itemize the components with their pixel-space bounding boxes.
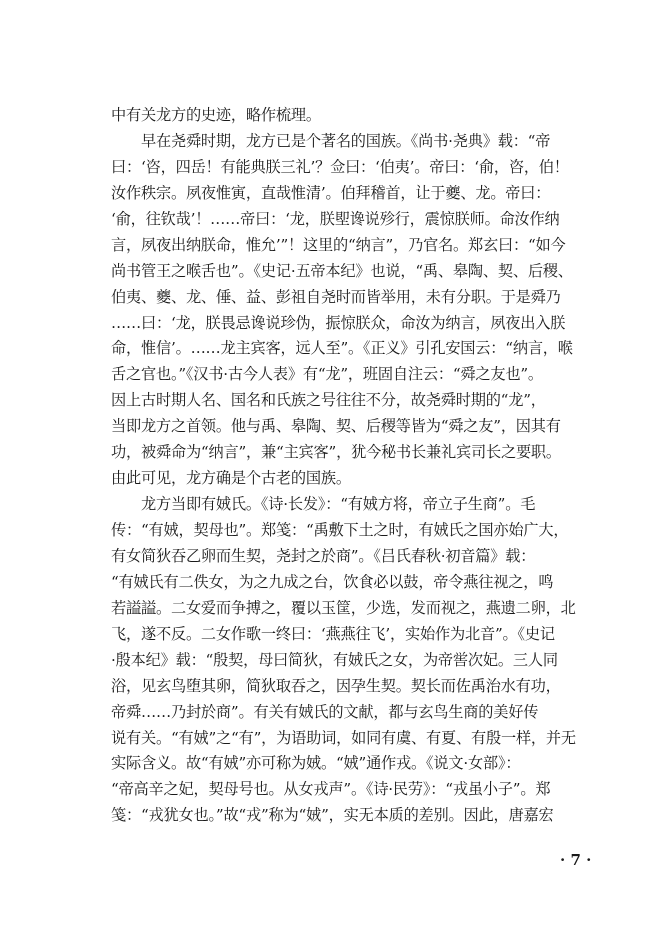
text-line-15: 由此可见，龙方确是个古老的国族。 xyxy=(111,469,351,488)
text-line-4: 汝作秩宗。夙夜惟寅，直哉惟清’。伯拜稽首，让于夔、龙。帝曰： xyxy=(111,183,551,202)
text-line-18: 有女简狄吞乙卵而生契，尧封之於商”。《吕氏春秋·初音篇》载： xyxy=(111,546,536,565)
text-line-3: 曰：‘咨，四岳！有能典朕三礼’？佥曰：‘伯夷’。帝曰：‘俞，咨，伯！ xyxy=(111,157,569,176)
text-line-21: 飞，遂不反。二女作歌一终曰：‘燕燕往飞’，实始作为北音”。《史记 xyxy=(111,624,555,643)
text-line-11: 舌之官也。”《汉书·古今人表》有“龙”，班固自注云：“舜之友也”。 xyxy=(111,365,543,384)
text-line-28: 笺：“戎犹女也。”故“戎”称为“娀”，实无本质的差别。因此，唐嘉宏 xyxy=(111,806,554,825)
text-line-22: ·殷本纪》载：“殷契，母曰简狄，有娀氏之女，为帝喾次妃。三人同 xyxy=(111,650,558,669)
text-line-19: “有娀氏有二佚女，为之九成之台，饮食必以鼓，帝令燕往视之，鸣 xyxy=(111,572,554,591)
text-line-6: 言，夙夜出纳朕命，惟允’”！这里的“纳言”，乃官名。郑玄曰：“如今 xyxy=(111,235,566,254)
body-text xyxy=(111,103,601,829)
text-line-23: 浴，见玄鸟堕其卵，简狄取吞之，因孕生契。契长而佐禹治水有功， xyxy=(111,676,561,695)
text-line-20: 若謚謚。二女爱而争搏之，覆以玉筐，少选，发而视之，燕遗二卵，北 xyxy=(111,598,576,617)
text-line-27: “帝高辛之妃，契母号也。从女戎声”。《诗·民劳》：“戎虽小子”。郑 xyxy=(111,780,551,799)
text-line-2: 早在尧舜时期，龙方已是个著名的国族。《尚书·尧典》载：“帝 xyxy=(111,131,551,150)
text-line-16: 龙方当即有娀氏。《诗·长发》：“有娀方将，帝立子生商”。毛 xyxy=(111,495,536,514)
text-line-5: ‘俞，往钦哉’！……帝曰：‘龙，朕堲谗说殄行，震惊朕师。命汝作纳 xyxy=(111,209,560,228)
text-line-8: 伯夷、夔、龙、倕、益、彭祖自尧时而皆举用，未有分职。于是舜乃 xyxy=(111,287,561,306)
text-line-12: 因上古时期人名、国名和氏族之号往往不分，故尧舜时期的“龙”， xyxy=(111,391,546,410)
text-line-7: 尚书管王之喉舌也”。《史记·五帝本纪》也说，“禹、皋陶、契、后稷、 xyxy=(111,261,573,280)
text-line-25: 说有关。“有娀”之“有”，为语助词，如同有虞、有夏、有殷一样，并无 xyxy=(111,728,576,747)
text-line-14: 功，被舜命为“纳言”，兼“主宾客”，犹今秘书长兼礼宾司长之要职。 xyxy=(111,443,561,462)
text-line-26: 实际含义。故“有娀”亦可称为娀。“娀”通作戎。《说文·女部》： xyxy=(111,754,521,773)
text-line-10: 命，惟信’。……龙主宾客，远人至”。《正义》引孔安国云：“纳言，喉 xyxy=(111,339,573,358)
page-number: · 7 · xyxy=(560,851,592,869)
text-line-13: 当即龙方之首领。他与禹、皋陶、契、后稷等皆为“舜之友”，因其有 xyxy=(111,417,561,436)
text-line-1: 中有关龙方的史迹，略作梳理。 xyxy=(111,106,321,124)
text-line-9: ……曰：‘龙，朕畏忌谗说珍伪，振惊朕众，命汝为纳言，夙夜出入朕 xyxy=(111,313,566,332)
text-line-17: 传：“有娀，契母也”。郑笺：“禹敷下土之时，有娀氏之国亦始广大， xyxy=(111,521,569,539)
text-line-24: 帝舜……乃封於商”。有关有娀氏的文献，都与玄鸟生商的美好传 xyxy=(111,702,539,721)
